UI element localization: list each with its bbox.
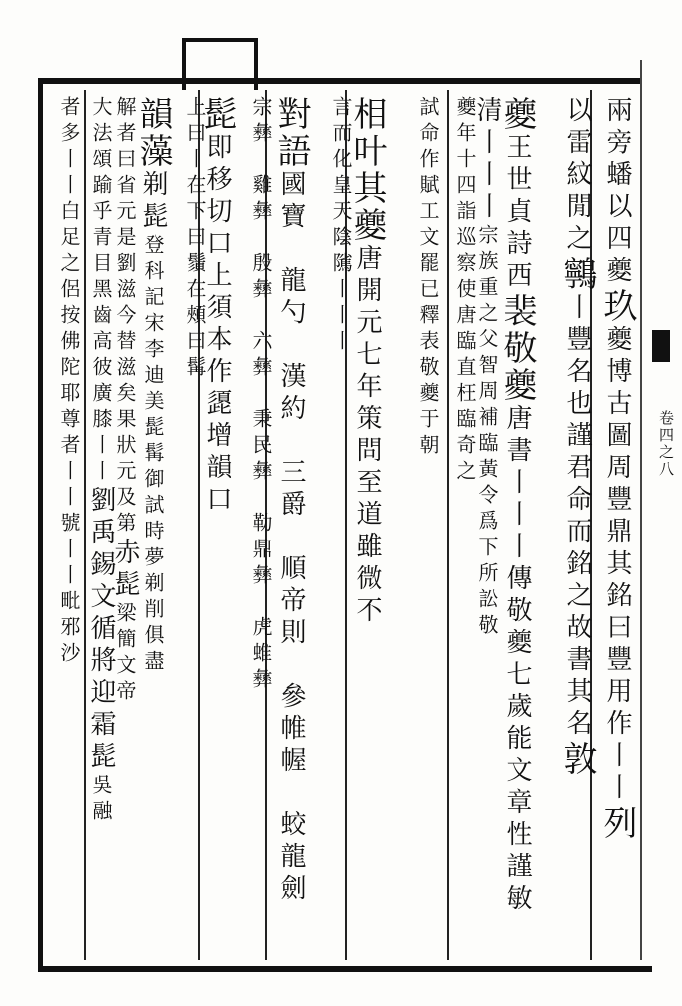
text-column	[88, 96, 114, 826]
text-column	[597, 96, 637, 842]
text-segment: 夔年十四詣巡察使唐臨直枉臨奇之	[453, 96, 477, 486]
text-segment: 上曰丨在下曰鬚在頰曰髯	[183, 96, 207, 382]
text-segment: 對語	[271, 96, 311, 170]
text-segment: 韻藻	[133, 96, 173, 170]
text-segment: 清丨丨丨	[472, 96, 502, 224]
text-segment: 梁簡文帝	[113, 602, 137, 706]
text-segment: 國寶 龍勺 漢約 三爵 順帝則 參帷幄 蛟龍劍	[276, 170, 306, 906]
text-segment: 言而化皇天陰隲丨丨丨	[329, 96, 353, 356]
text-segment: 王世貞詩西	[502, 133, 532, 293]
text-segment: 相叶其夔	[347, 96, 387, 244]
text-segment: 宗族重之父智周補臨黃令爲下所訟敬	[475, 224, 499, 640]
text-column	[56, 96, 82, 668]
text-column	[557, 96, 597, 778]
text-segment: 夔博古圖周豐鼎其銘曰豐用作丨丨	[602, 325, 632, 805]
text-segment: 試命作賦工文罷已釋表敬夔于朝	[416, 96, 440, 460]
text-column	[248, 96, 274, 694]
text-segment: 玖	[597, 288, 637, 325]
text-segment: 兩旁蟠以四夔	[602, 96, 632, 288]
text-segment: 大法頌踰乎青目黑齒高彼廣膝丨丨	[89, 96, 113, 486]
text-segment: 宗彝 雞彝 殷彝 六彝 秉民彝 勒鼎彝 虎蜼彝	[249, 96, 273, 694]
text-segment: 赤髭	[110, 538, 140, 602]
text-segment: 唐書丨丨丨傳敬夔七歲能文章性謹敏	[502, 404, 532, 916]
text-segment: 鸋	[557, 256, 597, 293]
text-column	[415, 96, 441, 460]
text-segment: 夔	[497, 96, 537, 133]
text-segment: 即移切口上須本作頾增韻口	[202, 133, 232, 517]
text-segment: 登科記宋李迪美髭髯御試時夢剃削俱盡	[141, 234, 165, 676]
text-segment: 唐開元七年策問至道雖微不	[352, 244, 382, 628]
text-column	[347, 96, 387, 628]
frame-top-border	[40, 78, 640, 84]
text-segment: 解者曰省元是劉滋今替滋矣果狀元及第	[113, 96, 137, 538]
frame-right-border	[640, 60, 642, 960]
text-segment: 者多丨丨白足之侶按佛陀耶尊者丨丨號丨丨毗邪沙	[57, 96, 81, 668]
text-segment: 列	[597, 805, 637, 842]
text-segment: 霜髭	[86, 710, 116, 774]
text-segment: 劉禹錫文循將迎	[86, 486, 116, 710]
frame-left-border	[38, 78, 43, 972]
text-column	[452, 96, 478, 486]
text-column	[497, 96, 537, 916]
column-rule	[447, 90, 449, 960]
text-segment: 髭	[197, 96, 237, 133]
text-column	[328, 96, 354, 356]
frame-bottom-border	[40, 966, 652, 972]
text-column	[133, 96, 173, 676]
text-segment: 裴敬夔	[497, 293, 537, 404]
text-segment: 吳融	[89, 774, 113, 826]
text-segment: 剃髭	[138, 170, 168, 234]
margin-label: 卷四之八	[657, 410, 675, 478]
text-column	[271, 96, 311, 906]
text-column	[182, 96, 208, 382]
text-segment: 丨豐名也謹君命而銘之故書其名	[562, 293, 592, 741]
text-segment: 敦	[557, 741, 597, 778]
fish-tail-mark	[652, 330, 670, 362]
text-segment: 以雷紋閒之	[562, 96, 592, 256]
